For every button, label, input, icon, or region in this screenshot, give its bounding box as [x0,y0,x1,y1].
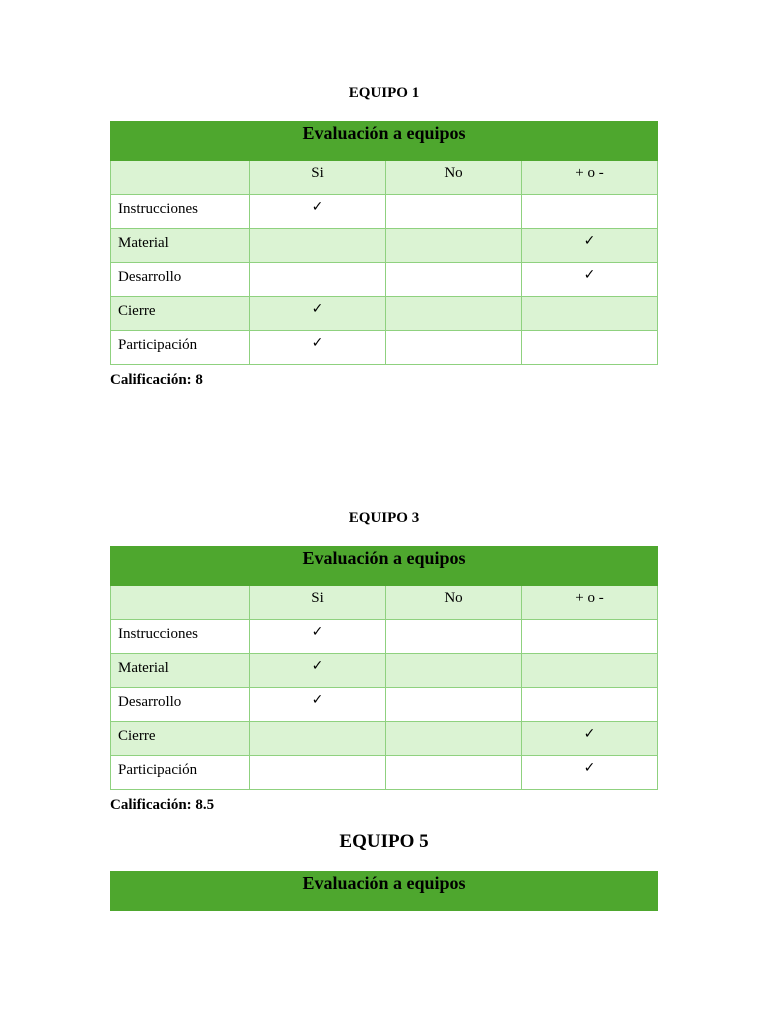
check-mark-no [386,195,522,229]
team-1-title: EQUIPO 1 [348,85,420,101]
check-mark-no [386,297,522,331]
column-header-more-or-less: + o - [522,586,658,620]
table-row [111,654,658,688]
team-3-grade: Calificación: 8.5 [110,797,215,813]
check-mark-no [386,688,522,722]
row-label: Cierre [111,722,250,756]
team-1-evaluation-table [110,121,658,365]
check-mark-si: ✓ [250,654,386,688]
table-header: Evaluación a equipos [111,872,658,911]
row-label: Instrucciones [111,195,250,229]
row-label: Instrucciones [111,620,250,654]
column-header-row [111,161,658,195]
table-row [111,756,658,790]
row-label: Cierre [111,297,250,331]
team-5-evaluation-table [110,871,658,911]
row-label: Desarrollo [111,688,250,722]
check-mark-no [386,722,522,756]
check-mark-more-or-less [522,331,658,365]
row-label: Participación [111,756,250,790]
check-mark-more-or-less [522,297,658,331]
check-mark-no [386,654,522,688]
column-header-si: Si [250,586,386,620]
check-mark-si: ✓ [250,688,386,722]
check-mark-si: ✓ [250,297,386,331]
check-mark-si [250,229,386,263]
team-1-grade: Calificación: 8 [110,372,203,388]
table-row [111,331,658,365]
check-mark-more-or-less [522,620,658,654]
table-row [111,722,658,756]
table-row [111,263,658,297]
column-header-blank [111,161,250,195]
column-header-row [111,586,658,620]
check-mark-more-or-less: ✓ [522,722,658,756]
table-row [111,297,658,331]
check-mark-no [386,229,522,263]
check-mark-si: ✓ [250,331,386,365]
check-mark-si: ✓ [250,195,386,229]
check-mark-more-or-less: ✓ [522,229,658,263]
team-3-evaluation-table [110,546,658,790]
column-header-si: Si [250,161,386,195]
team-3-title: EQUIPO 3 [348,510,420,526]
column-header-blank [111,586,250,620]
check-mark-no [386,263,522,297]
check-mark-no [386,331,522,365]
column-header-more-or-less: + o - [522,161,658,195]
team-5-title: EQUIPO 5 [339,831,429,852]
check-mark-more-or-less: ✓ [522,756,658,790]
table-row [111,195,658,229]
row-label: Material [111,229,250,263]
check-mark-more-or-less [522,688,658,722]
check-mark-no [386,756,522,790]
check-mark-si: ✓ [250,620,386,654]
check-mark-si [250,756,386,790]
check-mark-no [386,620,522,654]
check-mark-more-or-less [522,195,658,229]
table-row [111,688,658,722]
check-mark-si [250,263,386,297]
table-header: Evaluación a equipos [111,122,658,161]
check-mark-more-or-less: ✓ [522,263,658,297]
row-label: Participación [111,331,250,365]
column-header-no: No [386,586,522,620]
row-label: Material [111,654,250,688]
table-header: Evaluación a equipos [111,547,658,586]
table-row [111,620,658,654]
check-mark-si [250,722,386,756]
row-label: Desarrollo [111,263,250,297]
column-header-no: No [386,161,522,195]
table-row [111,229,658,263]
check-mark-more-or-less [522,654,658,688]
